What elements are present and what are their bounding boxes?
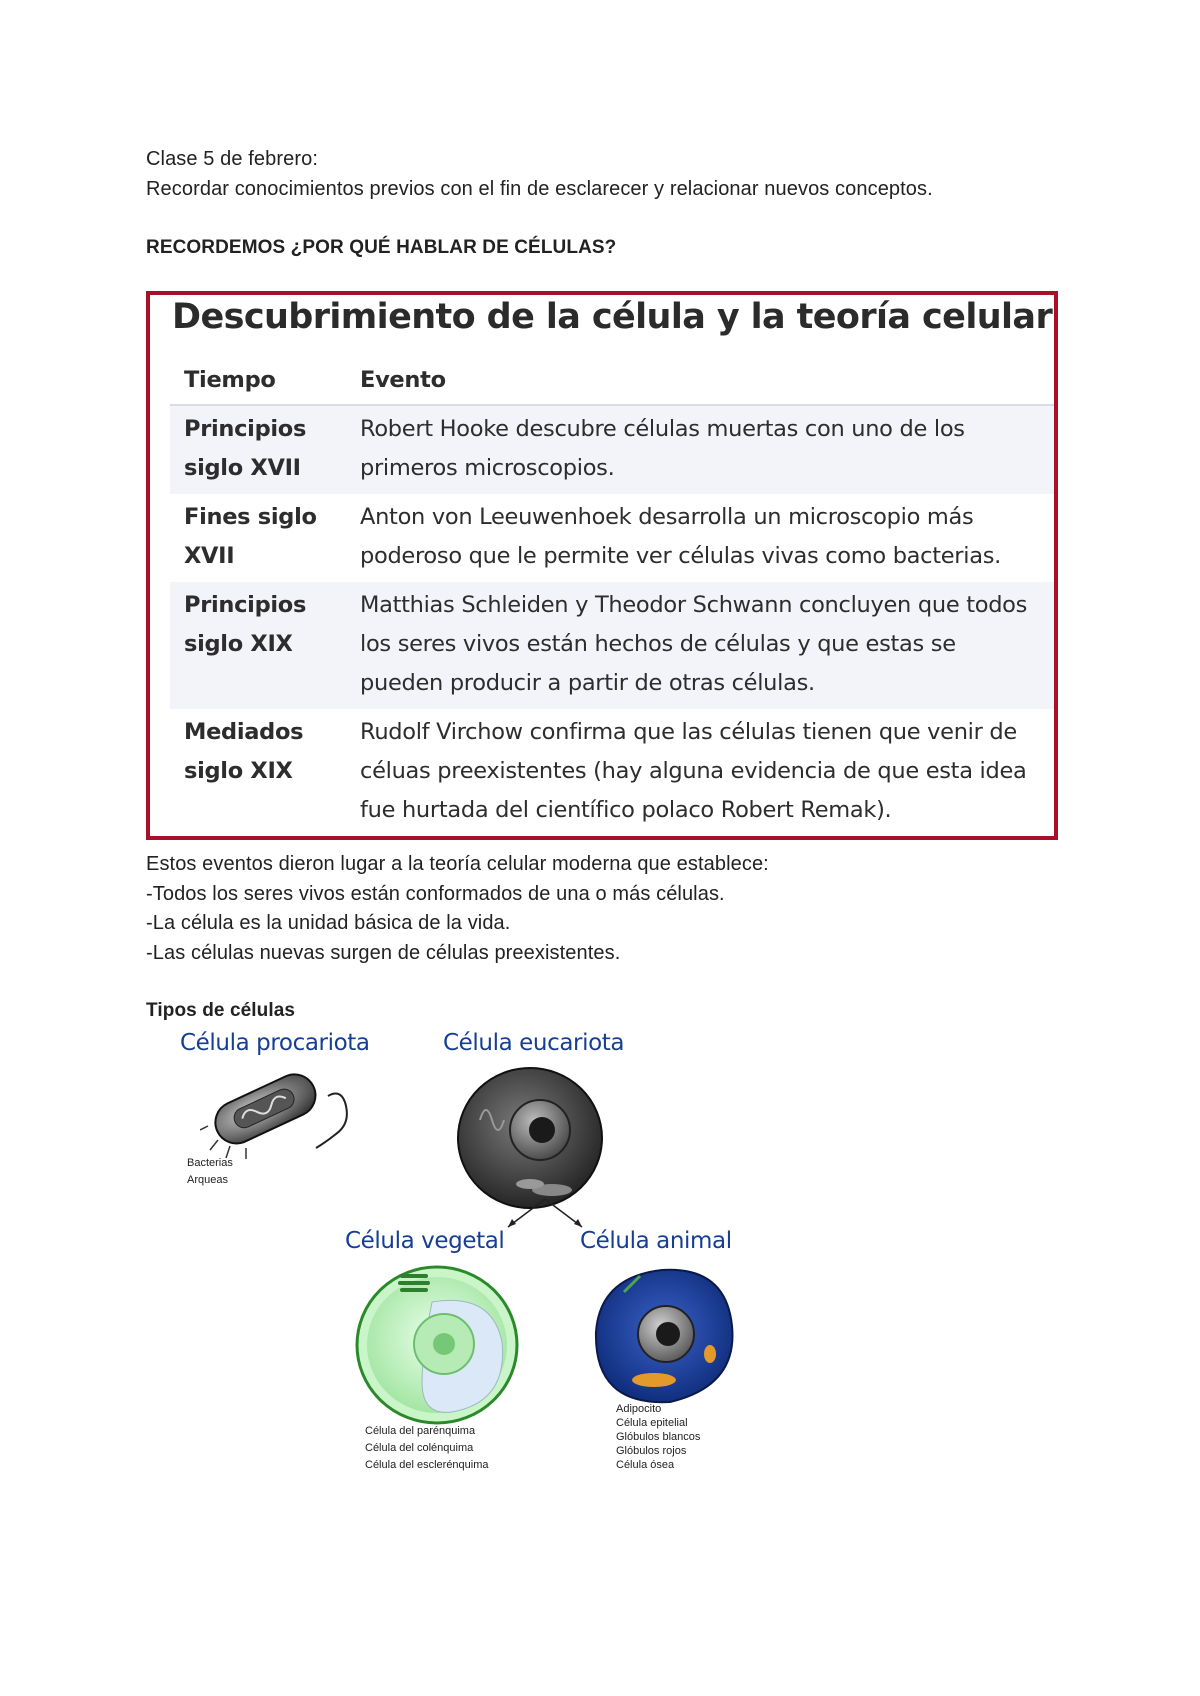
timeline-title: Descubrimiento de la célula y la teoría celular [172, 297, 1053, 337]
animal-example-3: Glóbulos blancos [616, 1431, 701, 1443]
animal-title: Célula animal [580, 1228, 732, 1254]
plant-example-3: Célula del esclerénquima [365, 1459, 489, 1471]
animal-example-2: Célula epitelial [616, 1417, 688, 1429]
animal-example-4: Glóbulos rojos [616, 1445, 687, 1457]
timeline-figure [146, 291, 1058, 840]
theory-intro: Estos eventos dieron lugar a la teoría celular moderna que establece: [146, 853, 769, 875]
plant-example-1: Célula del parénquima [365, 1425, 476, 1437]
prokaryote-example-2: Arqueas [187, 1174, 228, 1186]
cell-types-heading: Tipos de células [146, 1000, 296, 1021]
time-cell: Principios siglo XVII [170, 405, 346, 494]
intro-date: Clase 5 de febrero: [146, 148, 318, 170]
section-heading: RECORDEMOS ¿POR QUÉ HABLAR DE CÉLULAS? [146, 237, 617, 258]
table-row [170, 582, 1054, 709]
theory-point-1: -Todos los seres vivos están conformados de una o más células. [146, 883, 725, 905]
event-cell: Matthias Schleiden y Theodor Schwann concluyen que todos los seres vivos están hechos de células y que estas se pueden producir a partir de otras células. [346, 582, 1054, 709]
timeline-table [170, 355, 1054, 836]
timeline-header-row [170, 355, 1054, 405]
event-cell: Rudolf Virchow confirma que las células tienen que venir de céluas preexistentes (hay alguna evidencia de que esta idea fue hurtada del científico polaco Robert Remak). [360, 719, 1027, 823]
animal-example-5: Célula ósea [616, 1459, 675, 1471]
event-cell: Robert Hooke descubre células muertas con uno de los primeros microscopios. [346, 405, 1054, 494]
plant-title: Célula vegetal [345, 1228, 505, 1254]
table-row [170, 709, 1054, 836]
plant-cell-illustration [352, 1262, 522, 1432]
theory-point-3: -Las células nuevas surgen de células preexistentes. [146, 942, 621, 964]
plant-example-2: Célula del colénquima [365, 1442, 474, 1454]
col-time-header: Tiempo [170, 355, 346, 405]
prokaryote-example-1: Bacterias [187, 1157, 233, 1169]
time-cell: Principios siglo XIX [170, 582, 346, 709]
eukaryote-title: Célula eucariota [443, 1030, 625, 1056]
time-cell: Mediados siglo XIX [184, 719, 304, 784]
col-event-header: Evento [346, 355, 1054, 405]
prokaryote-cell-illustration [200, 1060, 360, 1160]
table-row [170, 405, 1054, 494]
animal-cell-illustration [584, 1262, 744, 1412]
intro-purpose: Recordar conocimientos previos con el fin de esclarecer y relacionar nuevos conceptos. [146, 178, 933, 200]
event-cell: Anton von Leeuwenhoek desarrolla un microscopio más poderoso que le permite ver células vivas como bacterias. [360, 504, 1001, 569]
theory-point-2: -La célula es la unidad básica de la vida. [146, 912, 511, 934]
prokaryote-title: Célula procariota [180, 1030, 370, 1056]
branch-arrows [500, 1195, 590, 1235]
animal-example-1: Adipocito [616, 1403, 662, 1415]
table-row [170, 494, 1054, 582]
time-cell: Fines siglo XVII [184, 504, 317, 569]
